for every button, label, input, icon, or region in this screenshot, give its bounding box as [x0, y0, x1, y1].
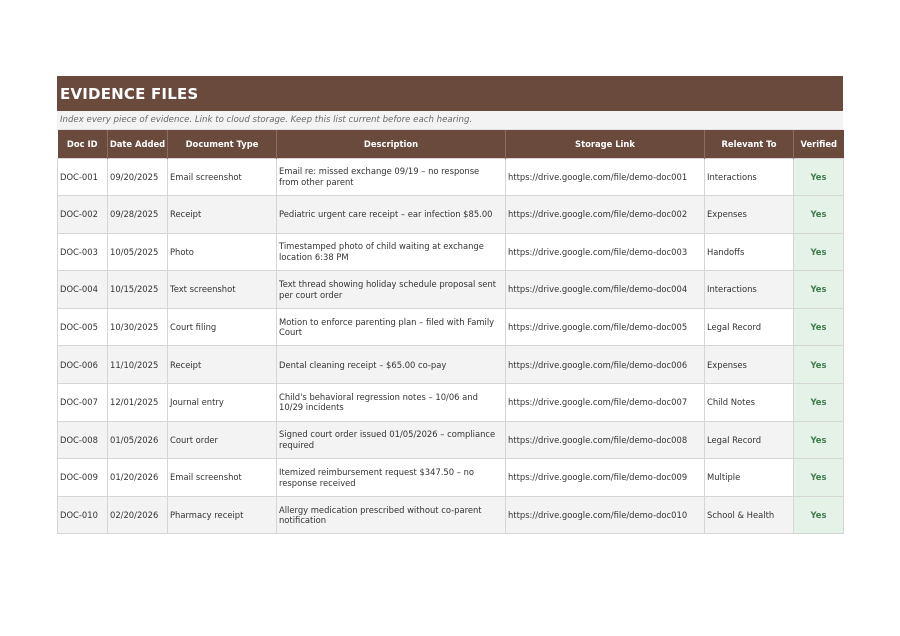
cell-doc-id[interactable]: DOC-009: [58, 459, 108, 497]
cell-description[interactable]: Timestamped photo of child waiting at exchange location 6:38 PM: [277, 233, 506, 271]
sheet-subtitle: Index every piece of evidence. Link to cloud storage. Keep this list current before each hearing.: [57, 111, 843, 130]
cell-document-type[interactable]: Email screenshot: [168, 158, 277, 196]
cell-date-added[interactable]: 11/10/2025: [108, 346, 168, 384]
cell-verified[interactable]: Yes: [794, 158, 844, 196]
header-date-added[interactable]: Date Added: [108, 130, 168, 158]
cell-storage-link[interactable]: https://drive.google.com/file/demo-doc004: [506, 271, 705, 309]
evidence-sheet: [57, 76, 843, 534]
cell-date-added[interactable]: 09/20/2025: [108, 158, 168, 196]
cell-doc-id[interactable]: DOC-006: [58, 346, 108, 384]
cell-storage-link[interactable]: https://drive.google.com/file/demo-doc003: [506, 233, 705, 271]
cell-description[interactable]: Email re: missed exchange 09/19 – no response from other parent: [277, 158, 506, 196]
cell-verified[interactable]: Yes: [794, 384, 844, 422]
cell-document-type[interactable]: Receipt: [168, 346, 277, 384]
cell-date-added[interactable]: 10/15/2025: [108, 271, 168, 309]
cell-description[interactable]: Text thread showing holiday schedule proposal sent per court order: [277, 271, 506, 309]
cell-description[interactable]: Allergy medication prescribed without co-parent notification: [277, 496, 506, 534]
cell-date-added[interactable]: 01/20/2026: [108, 459, 168, 497]
table-row: [58, 346, 844, 384]
table-row: [58, 459, 844, 497]
cell-relevant-to[interactable]: Legal Record: [705, 308, 794, 346]
cell-relevant-to[interactable]: Expenses: [705, 196, 794, 234]
cell-document-type[interactable]: Text screenshot: [168, 271, 277, 309]
cell-verified[interactable]: Yes: [794, 196, 844, 234]
cell-storage-link[interactable]: https://drive.google.com/file/demo-doc007: [506, 384, 705, 422]
cell-relevant-to[interactable]: Multiple: [705, 459, 794, 497]
cell-relevant-to[interactable]: School & Health: [705, 496, 794, 534]
cell-storage-link[interactable]: https://drive.google.com/file/demo-doc006: [506, 346, 705, 384]
cell-relevant-to[interactable]: Child Notes: [705, 384, 794, 422]
cell-doc-id[interactable]: DOC-010: [58, 496, 108, 534]
cell-doc-id[interactable]: DOC-001: [58, 158, 108, 196]
cell-description[interactable]: Child's behavioral regression notes – 10/06 and 10/29 incidents: [277, 384, 506, 422]
cell-description[interactable]: Dental cleaning receipt – $65.00 co-pay: [277, 346, 506, 384]
table-row: [58, 384, 844, 422]
cell-doc-id[interactable]: DOC-002: [58, 196, 108, 234]
cell-verified[interactable]: Yes: [794, 308, 844, 346]
table-row: [58, 308, 844, 346]
header-relevant-to[interactable]: Relevant To: [705, 130, 794, 158]
cell-relevant-to[interactable]: Interactions: [705, 158, 794, 196]
cell-document-type[interactable]: Email screenshot: [168, 459, 277, 497]
cell-relevant-to[interactable]: Handoffs: [705, 233, 794, 271]
cell-document-type[interactable]: Pharmacy receipt: [168, 496, 277, 534]
cell-date-added[interactable]: 12/01/2025: [108, 384, 168, 422]
title-bar: [57, 76, 843, 111]
cell-document-type[interactable]: Court order: [168, 421, 277, 459]
cell-date-added[interactable]: 01/05/2026: [108, 421, 168, 459]
cell-doc-id[interactable]: DOC-003: [58, 233, 108, 271]
header-document-type[interactable]: Document Type: [168, 130, 277, 158]
cell-date-added[interactable]: 09/28/2025: [108, 196, 168, 234]
cell-verified[interactable]: Yes: [794, 421, 844, 459]
cell-verified[interactable]: Yes: [794, 233, 844, 271]
cell-doc-id[interactable]: DOC-005: [58, 308, 108, 346]
cell-verified[interactable]: Yes: [794, 496, 844, 534]
cell-storage-link[interactable]: https://drive.google.com/file/demo-doc001: [506, 158, 705, 196]
table-row: [58, 196, 844, 234]
cell-date-added[interactable]: 10/05/2025: [108, 233, 168, 271]
table-row: [58, 496, 844, 534]
cell-verified[interactable]: Yes: [794, 346, 844, 384]
cell-storage-link[interactable]: https://drive.google.com/file/demo-doc010: [506, 496, 705, 534]
cell-relevant-to[interactable]: Interactions: [705, 271, 794, 309]
cell-date-added[interactable]: 02/20/2026: [108, 496, 168, 534]
table-row: [58, 158, 844, 196]
cell-document-type[interactable]: Journal entry: [168, 384, 277, 422]
header-storage-link[interactable]: Storage Link: [506, 130, 705, 158]
sheet-title: EVIDENCE FILES: [60, 84, 199, 103]
cell-description[interactable]: Pediatric urgent care receipt – ear infection $85.00: [277, 196, 506, 234]
cell-storage-link[interactable]: https://drive.google.com/file/demo-doc008: [506, 421, 705, 459]
cell-document-type[interactable]: Photo: [168, 233, 277, 271]
cell-description[interactable]: Itemized reimbursement request $347.50 – no response received: [277, 459, 506, 497]
cell-relevant-to[interactable]: Expenses: [705, 346, 794, 384]
header-doc-id[interactable]: Doc ID: [58, 130, 108, 158]
cell-verified[interactable]: Yes: [794, 271, 844, 309]
header-row: [58, 130, 844, 158]
evidence-table: [57, 130, 844, 534]
header-verified[interactable]: Verified: [794, 130, 844, 158]
cell-description[interactable]: Motion to enforce parenting plan – filed with Family Court: [277, 308, 506, 346]
table-row: [58, 233, 844, 271]
cell-storage-link[interactable]: https://drive.google.com/file/demo-doc005: [506, 308, 705, 346]
cell-doc-id[interactable]: DOC-008: [58, 421, 108, 459]
header-description[interactable]: Description: [277, 130, 506, 158]
cell-storage-link[interactable]: https://drive.google.com/file/demo-doc009: [506, 459, 705, 497]
cell-document-type[interactable]: Receipt: [168, 196, 277, 234]
cell-doc-id[interactable]: DOC-004: [58, 271, 108, 309]
cell-doc-id[interactable]: DOC-007: [58, 384, 108, 422]
cell-verified[interactable]: Yes: [794, 459, 844, 497]
table-row: [58, 421, 844, 459]
cell-date-added[interactable]: 10/30/2025: [108, 308, 168, 346]
table-row: [58, 271, 844, 309]
cell-document-type[interactable]: Court filing: [168, 308, 277, 346]
cell-storage-link[interactable]: https://drive.google.com/file/demo-doc002: [506, 196, 705, 234]
cell-relevant-to[interactable]: Legal Record: [705, 421, 794, 459]
cell-description[interactable]: Signed court order issued 01/05/2026 – compliance required: [277, 421, 506, 459]
